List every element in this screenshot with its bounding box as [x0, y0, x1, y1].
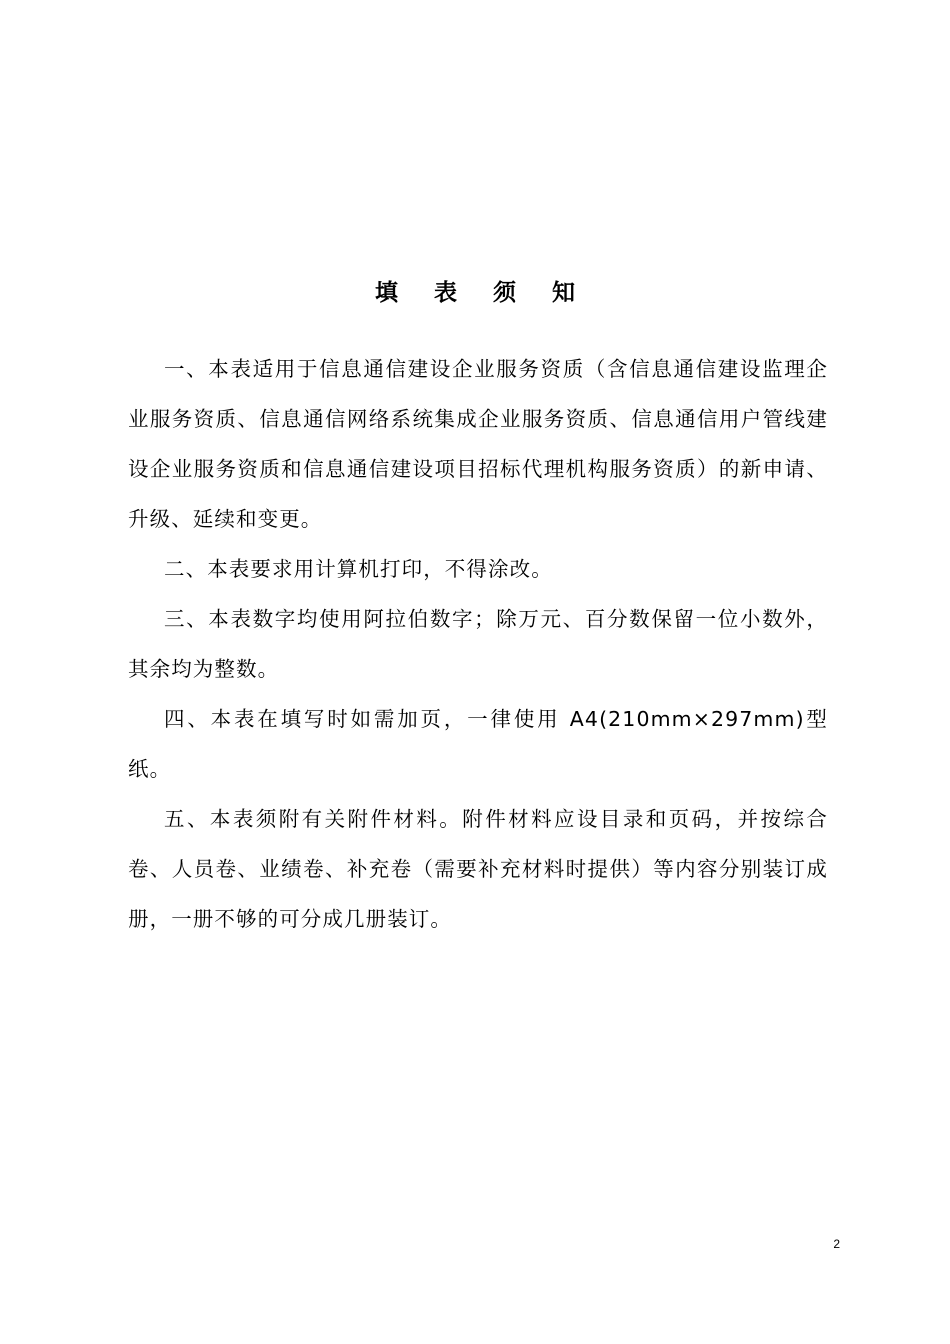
instruction-paragraph-1: 一、本表适用于信息通信建设企业服务资质（含信息通信建设监理企业服务资质、信息通信网络系统集成企业服务资质、信息通信用户管线建设企业服务资质和信息通信建设项目招标代理机构服务资质）的新申请、升级、延续和变更。	[128, 357, 828, 531]
instruction-paragraph-3: 三、本表数字均使用阿拉伯数字；除万元、百分数保留一位小数外，其余均为整数。	[128, 607, 828, 681]
page-title: 填 表 须 知	[374, 280, 590, 306]
instruction-paragraph-2: 二、本表要求用计算机打印，不得涂改。	[164, 557, 553, 581]
instruction-paragraph-5: 五、本表须附有关附件材料。附件材料应设目录和页码，并按综合卷、人员卷、业绩卷、补充卷（需要补充材料时提供）等内容分别装订成册，一册不够的可分成几册装订。	[128, 807, 828, 931]
instructions-body	[128, 344, 828, 944]
page-number: 2	[833, 1237, 840, 1251]
instruction-paragraph-4: 四、本表在填写时如需加页，一律使用 A4(210mm×297mm)型纸。	[128, 707, 828, 781]
